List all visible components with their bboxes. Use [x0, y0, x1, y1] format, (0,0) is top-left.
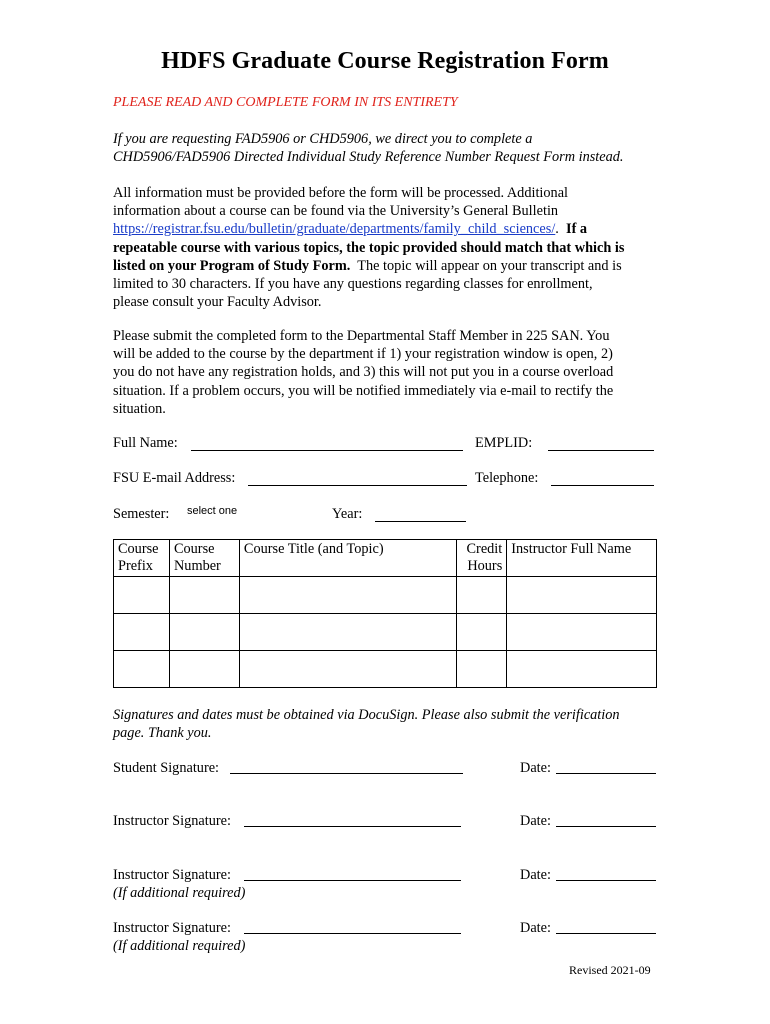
table-row — [114, 577, 657, 614]
submit-line-4: situation. If a problem occurs, you will be notified immediately via e-mail to rectify the — [113, 382, 614, 399]
info-paragraph — [113, 184, 658, 311]
directed-study-line-1: If you are requesting FAD5906 or CHD5906, we direct you to complete a — [113, 131, 533, 147]
student-signature-label: Student Signature: — [113, 760, 220, 776]
student-signature-row — [113, 759, 658, 777]
telephone-label: Telephone: — [475, 470, 539, 486]
table-row — [114, 651, 657, 688]
student-signature-field[interactable] — [230, 761, 463, 774]
instructor-signature-label: Instructor Signature: — [113, 813, 231, 829]
info-line-1: All information must be provided before the form will be processed. Additional — [113, 185, 569, 201]
semester-label: Semester: — [113, 506, 170, 522]
instructor-signature-row-2 — [113, 866, 658, 902]
submit-line-2: will be added to the course by the department if 1) your registration window is open, 2) — [113, 346, 613, 363]
bulletin-link[interactable]: https://registrar.fsu.edu/bulletin/graduate/departments/family_child_sciences/ — [113, 221, 556, 238]
header-course-title: Course Title (and Topic) — [239, 540, 456, 577]
emplid-field[interactable] — [548, 438, 654, 451]
title-cell[interactable] — [239, 577, 456, 614]
number-cell[interactable] — [169, 614, 239, 651]
credit-cell[interactable] — [457, 651, 507, 688]
header-course-prefix: Course Prefix — [114, 540, 170, 577]
instructor-signature-field-1[interactable] — [244, 814, 461, 827]
title-cell[interactable] — [239, 614, 456, 651]
instructor-signature-row-3 — [113, 919, 658, 955]
instructor-date-field-1[interactable] — [556, 814, 656, 827]
prefix-cell[interactable] — [114, 577, 170, 614]
email-field[interactable] — [248, 473, 467, 486]
full-name-label: Full Name: — [113, 435, 178, 451]
credit-cell[interactable] — [457, 577, 507, 614]
instructor-date-label-3: Date: — [520, 920, 551, 936]
submit-paragraph — [113, 327, 658, 418]
additional-required-note: (If additional required) — [113, 885, 246, 901]
header-instructor-name: Instructor Full Name — [507, 540, 657, 577]
prefix-cell[interactable] — [114, 614, 170, 651]
prefix-cell[interactable] — [114, 651, 170, 688]
info-line-6: please consult your Faculty Advisor. — [113, 294, 322, 311]
instructor-signature-field-3[interactable] — [244, 921, 461, 934]
title-cell[interactable] — [239, 651, 456, 688]
table-row — [114, 614, 657, 651]
info-line-3 — [113, 220, 658, 238]
submit-line-1: Please submit the completed form to the Departmental Staff Member in 225 SAN. You — [113, 328, 610, 344]
year-field[interactable] — [375, 509, 466, 522]
revision-label: Revised 2021-09 — [569, 963, 651, 977]
instructor-date-label-2: Date: — [520, 867, 551, 883]
submit-line-5: situation. — [113, 400, 166, 417]
submit-line-3: you do not have any registration holds, and 3) this will not put you in a course overload — [113, 364, 614, 381]
link-period: . — [555, 221, 559, 238]
info-line-2: information about a course can be found via the University’s General Bulletin — [113, 203, 559, 220]
header-credit-hours: Credit Hours — [457, 540, 507, 577]
repeatable-bold-1: If a — [566, 221, 588, 238]
instructor-date-label-1: Date: — [520, 813, 551, 829]
directed-study-line-2: CHD5906/FAD5906 Directed Individual Study Reference Number Request Form instead. — [113, 149, 624, 166]
form-title: HDFS Graduate Course Registration Form — [161, 48, 609, 74]
credit-cell[interactable] — [457, 614, 507, 651]
instructor-date-field-3[interactable] — [556, 921, 656, 934]
number-cell[interactable] — [169, 651, 239, 688]
instructor-cell[interactable] — [507, 577, 657, 614]
info-line-5: limited to 30 characters. If you have any questions regarding classes for enrollment, — [113, 276, 593, 293]
docusign-note — [113, 706, 658, 742]
semester-select[interactable]: select one — [187, 505, 238, 517]
course-table-header — [114, 540, 657, 577]
email-label: FSU E-mail Address: — [113, 470, 236, 486]
student-date-label: Date: — [520, 760, 551, 776]
repeatable-bold-2: repeatable course with various topics, the topic provided should match that which is — [113, 239, 625, 256]
additional-required-note: (If additional required) — [113, 938, 246, 954]
instructor-cell[interactable] — [507, 614, 657, 651]
info-line-4-rest: The topic will appear on your transcript and is — [357, 257, 622, 274]
student-date-field[interactable] — [556, 761, 656, 774]
instructor-signature-label: Instructor Signature: — [113, 920, 231, 936]
repeatable-bold-3: listed on your Program of Study Form. — [113, 257, 351, 274]
instructor-signature-row-1 — [113, 812, 658, 830]
docusign-note-line-2: page. Thank you. — [113, 725, 212, 742]
number-cell[interactable] — [169, 577, 239, 614]
instructor-signature-field-2[interactable] — [244, 868, 461, 881]
year-label: Year: — [332, 506, 363, 522]
instructor-cell[interactable] — [507, 651, 657, 688]
telephone-field[interactable] — [551, 473, 654, 486]
directed-study-paragraph — [113, 130, 658, 166]
course-table — [113, 539, 657, 688]
instructor-signature-label: Instructor Signature: — [113, 867, 231, 883]
emplid-label: EMPLID: — [475, 435, 533, 451]
full-name-field[interactable] — [191, 438, 463, 451]
entirety-notice: PLEASE READ AND COMPLETE FORM IN ITS ENTIRETY — [113, 95, 458, 110]
instructor-date-field-2[interactable] — [556, 868, 656, 881]
docusign-note-line-1: Signatures and dates must be obtained via DocuSign. Please also submit the verification — [113, 707, 620, 723]
header-course-number: Course Number — [169, 540, 239, 577]
